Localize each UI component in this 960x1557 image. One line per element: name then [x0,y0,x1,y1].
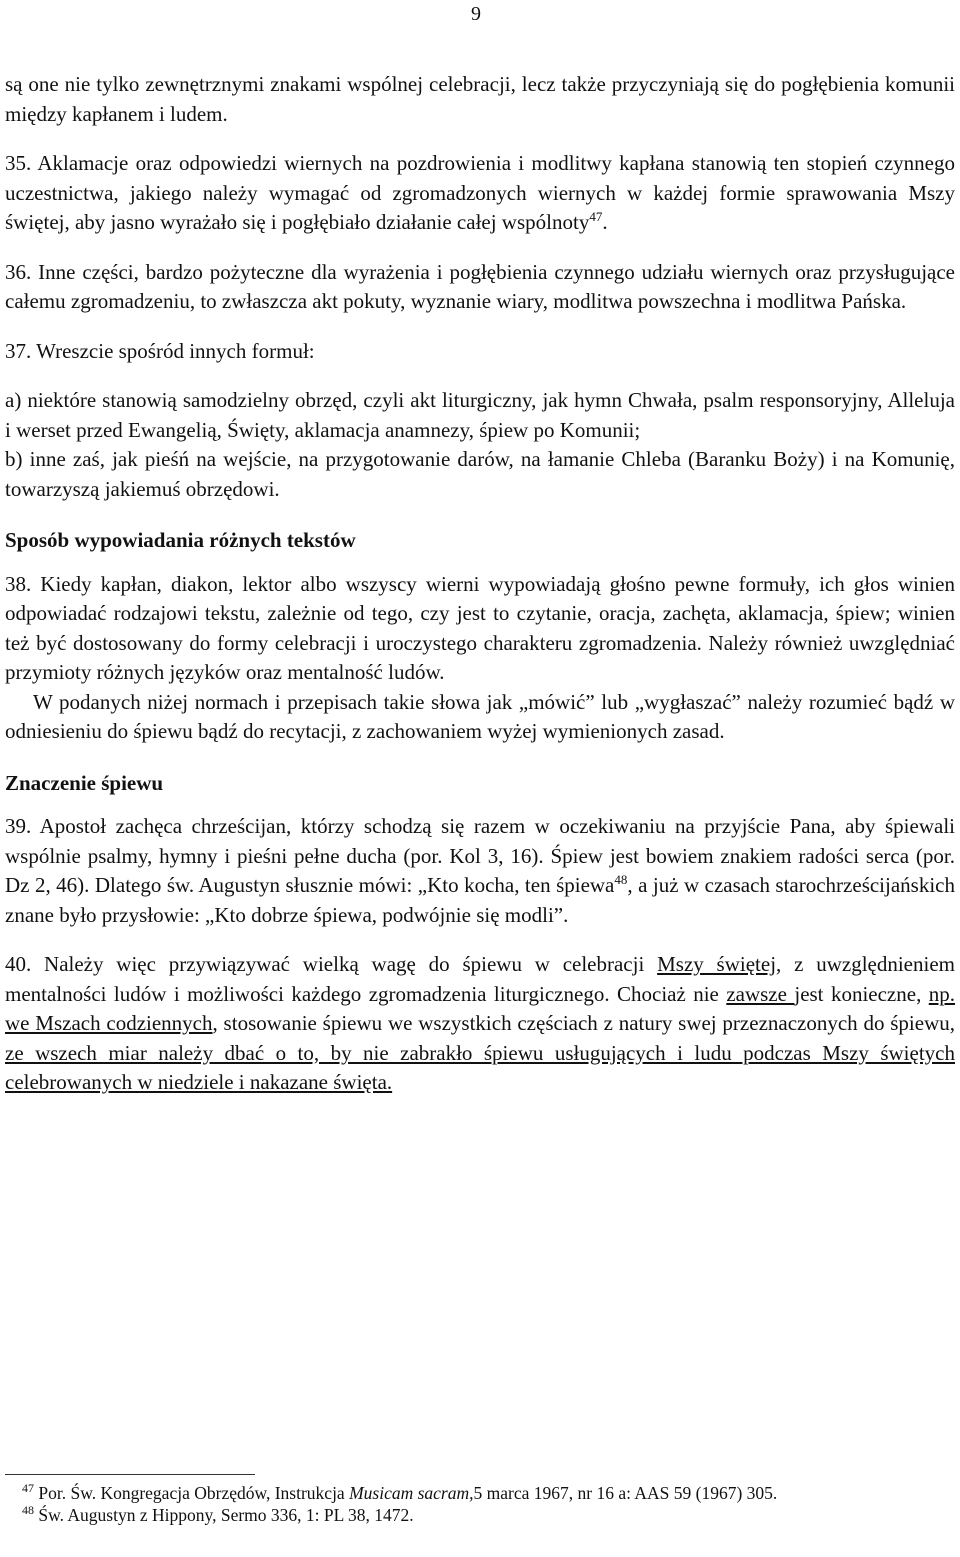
paragraph-39-text-a: 39. Apostoł zachęca chrześcijan, którzy schodzą się razem w oczekiwaniu na przyjście Pana, aby śpiewali wspólnie psalmy, hymny i pieśni pełne ducha (por. Kol 3, 16). Śpiew jest bowiem znakiem radości serca (por. Dz 2, 46). Dlatego św. Augustyn słusznie mówi: „Kto kocha, ten śpiewa [5,814,955,897]
paragraph-40-underline-2: zawsze [726,981,795,1006]
footnote-number: 47 [22,1481,34,1496]
footnote-text: Por. Św. Kongregacja Obrzędów, Instrukcja [38,1483,350,1503]
paragraph-40-underline-4: ze wszech miar należy dbać o to, by nie zabrakło śpiewu usługujących i ludu podczas Mszy świętych celebrowanych w niedziele i nakazane święta. [5,1040,955,1094]
paragraph-40-underline-1: Mszy świętej [657,952,777,976]
paragraph-40-text-2: , z uwzględnieniem mentalności ludów i możliwości każdego zgromadzenia liturgicznego. Chociaż nie [5,952,955,1006]
footnote-text-end: 5 marca 1967, nr 16 a: AAS 59 (1967) 305. [473,1483,778,1503]
section-heading-reading: Sposób wypowiadania różnych tekstów [5,528,356,552]
footnote-ref-47[interactable]: 47 [589,209,603,224]
footnote-divider [5,1474,255,1475]
paragraph-40-underline-3: np. we Mszach codziennych [5,981,955,1035]
paragraph-35-tail: . [602,210,608,234]
page-number: 9 [471,3,481,25]
document-body [5,70,955,1098]
footnote-italic-title: Musicam sacram, [349,1483,474,1503]
paragraph-35-text: 35. Aklamacje oraz odpowiedzi wiernych na pozdrowienia i modlitwy kapłana stanowią ten stopień czynnego uczestnictwa, jakiego należy wymagać od zgromadzonych wiernych w każdej formie sprawowania Mszy świętej, aby jasno wyrażało się i pogłębiało działanie całej wspólnoty [5,151,955,234]
paragraph-39 [5,812,955,930]
paragraph-37-item-b: b) inne zaś, jak pieśń na wejście, na przygotowanie darów, na łamanie Chleba (Baranku Boży) i na Komunię, towarzyszą jakiemuś obrzędowi. [5,447,955,501]
paragraph-35 [5,149,955,238]
paragraph-40-text-4: , stosowanie śpiewu we wszystkich częściach z natury swej przeznaczonych do śpiewu, [212,1011,956,1035]
footnote-48 [22,1504,952,1526]
footnote-number: 48 [22,1503,34,1518]
paragraph-40-text-1: 40. Należy więc przywiązywać wielką wagę do śpiewu w celebracji [5,952,658,976]
paragraph-40-text-3: jest konieczne, [794,981,929,1006]
footnote-text: Św. Augustyn z Hippony, Sermo 336, 1: PL 38, 1472. [38,1505,414,1525]
footnote-47 [22,1482,952,1504]
footnote-ref-48[interactable]: 48 [614,872,628,887]
section-heading-singing: Znaczenie śpiewu [5,770,164,795]
paragraph-40 [5,950,955,1098]
paragraph-38-continuation: W podanych niżej normach i przepisach takie słowa jak „mówić” lub „wygłaszać” należy rozumieć bądź w odniesieniu do śpiewu bądź do recytacji, z zachowaniem wyżej wymienionych zasad. [5,689,955,743]
paragraph-36: 36. Inne części, bardzo pożyteczne dla wyrażenia i pogłębienia czynnego udziału wiernych oraz przysługujące całemu zgromadzeniu, to zwłaszcza akt pokuty, wyznanie wiary, modlitwa powszechna i modlitwa Pańska. [5,259,955,313]
intro-paragraph: są one nie tylko zewnętrznymi znakami wspólnej celebracji, lecz także przyczyniają się do pogłębienia komunii między kapłanem i ludem. [5,72,955,126]
paragraph-37-item-a: a) niektóre stanowią samodzielny obrzęd, czyli akt liturgiczny, jak hymn Chwała, psalm responsoryjny, Alleluja i werset przed Ewangelią, Święty, aklamacja anamnezy, śpiew po Komunii; [5,388,955,442]
paragraph-39-text-b: , a już w czasach starochrześcijańskich znane było przysłowie: „Kto dobrze śpiewa, podwójnie się modli”. [5,873,955,927]
footnotes [22,1482,952,1526]
paragraph-38: 38. Kiedy kapłan, diakon, lektor albo wszyscy wierni wypowiadają głośno pewne formuły, ich głos winien odpowiadać rodzajowi tekstu, zależnie od tego, czy jest to czytanie, oracja, zachęta, aklamacja, śpiew; winien też być dostosowany do formy celebracji i uroczystego charakteru zgromadzenia. Należy również uwzględniać przymioty różnych języków oraz mentalność ludów. [5,571,955,684]
paragraph-37: 37. Wreszcie spośród innych formuł: [5,338,315,363]
